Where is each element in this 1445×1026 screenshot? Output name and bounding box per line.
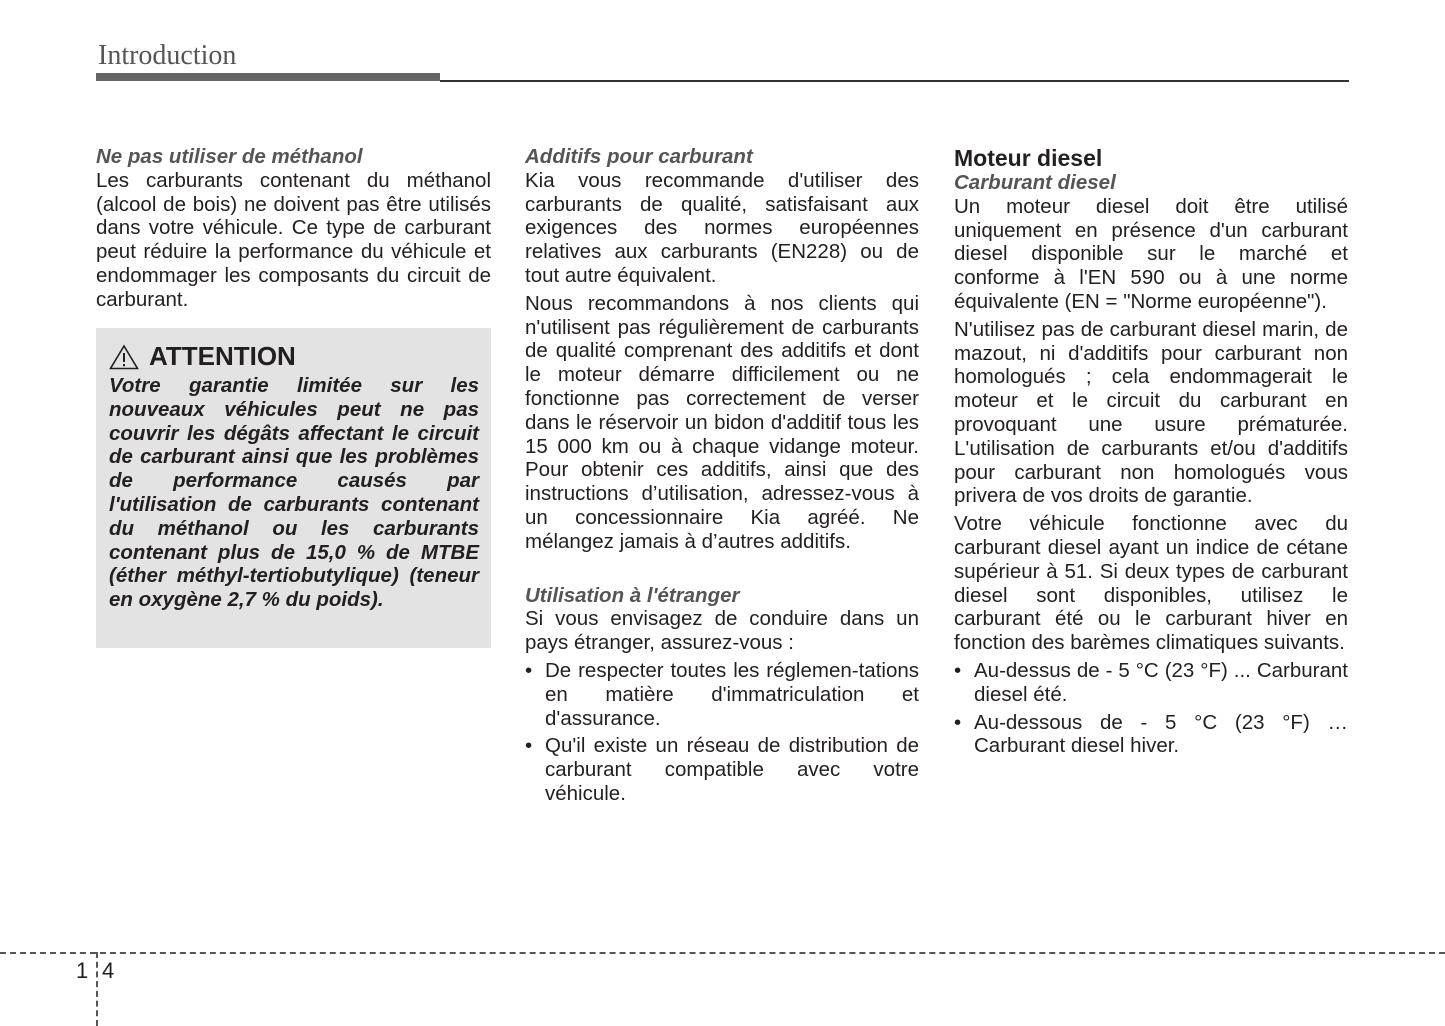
warning-text: Votre garantie limitée sur les nouveaux véhicules peut ne pas couvrir les dégâts affectant le circuit de carburant ainsi que les problèmes de performance causés par l'utilisation de carburants contenant du méthanol ou les carburants contenant plus de 15,0 % de MTBE (éther méthyl-tertiobutylique) (teneur en oxygène 2,7 % du poids). [109, 374, 479, 612]
list-item-text: De respecter toutes les réglemen-tations en matière d'immatriculation et d'assurance. [545, 658, 919, 730]
diesel-fuel-heading: Carburant diesel [954, 171, 1116, 194]
column-middle [525, 145, 919, 810]
page-header-title: Introduction [98, 40, 237, 71]
list-item-text: Au-dessus de - 5 °C (23 °F) ... Carburant diesel été. [974, 658, 1348, 706]
abroad-bullet-list [525, 659, 919, 806]
page-number: 4 [102, 958, 115, 983]
list-item [954, 711, 1348, 759]
column-left [96, 145, 491, 312]
warning-box [96, 328, 491, 648]
diesel-engine-title: Moteur diesel [954, 145, 1103, 171]
header-rule-thick [96, 73, 440, 81]
page-number-separator [96, 952, 98, 1026]
list-item [525, 659, 919, 730]
list-item [525, 734, 919, 805]
bullet-dot: • [954, 710, 962, 734]
bullet-dot: • [954, 658, 962, 682]
footer-dashed-rule [0, 952, 1445, 954]
additives-paragraph-1: Kia vous recommande d'utiliser des carburants de qualité, satisfaisant aux exigences des normes européennes relatives aux carburants (EN228) ou de tout autre équivalent. [525, 168, 919, 287]
methanol-paragraph: Les carburants contenant du méthanol (alcool de bois) ne doivent pas être utilisés dans votre véhicule. Ce type de carburant peut réduire la performance du véhicule et endommager les composants du circuit de carburant. [96, 168, 491, 311]
diesel-bullet-list [954, 659, 1348, 758]
diesel-paragraph-1: Un moteur diesel doit être utilisé uniquement en présence d'un carburant diesel disponible sur le marché et conforme à l'EN 590 ou à une norme équivalente (EN = "Norme européenne"). [954, 194, 1348, 313]
additives-heading: Additifs pour carburant [525, 145, 753, 168]
methanol-heading: Ne pas utiliser de méthanol [96, 145, 363, 168]
warning-header [109, 340, 479, 373]
additives-paragraph-2: Nous recommandons à nos clients qui n'utilisent pas régulièrement de carburants de qualité comprenant des additifs et dont le moteur démarre difficilement ou ne fonctionne pas correctement de verser dans le réservoir un bidon d'additif tous les 15 000 km ou à chaque vidange moteur. Pour obtenir ces additifs, ainsi que des instructions d’utilisation, adressez-vous à un concessionnaire Kia agréé. Ne mélangez jamais à d’autres additifs. [525, 291, 919, 553]
column-right [954, 145, 1348, 762]
list-item-text: Au-dessous de - 5 °C (23 °F) … Carburant diesel hiver. [974, 710, 1348, 758]
warning-title: ATTENTION [149, 341, 296, 371]
list-item-text: Qu'il existe un réseau de distribution de carburant compatible avec votre véhicule. [545, 734, 919, 805]
diesel-paragraph-2: N'utilisez pas de carburant diesel marin, de mazout, ni d'additifs pour carburant non homologués ; cela endommagerait le moteur et le circuit du carburant en provoquant une usure prématurée. L'utilisation de carburants et/ou d'additifs pour carburant non homologués vous privera de vos droits de garantie. [954, 317, 1348, 508]
diesel-paragraph-3: Votre véhicule fonctionne avec du carburant diesel ayant un indice de cétane supérieur à 51. Si deux types de carburant diesel sont disponibles, utilisez le carburant été ou le carburant hiver en fonction des barèmes climatiques suivants. [954, 512, 1348, 655]
list-item [954, 659, 1348, 707]
chapter-number: 1 [76, 958, 89, 983]
header-rule-thin [440, 80, 1349, 82]
warning-triangle-icon [109, 344, 139, 370]
bullet-dot: • [525, 734, 533, 758]
abroad-heading: Utilisation à l'étranger [525, 583, 740, 607]
bullet-dot: • [525, 658, 533, 682]
abroad-paragraph: Si vous envisagez de conduire dans un pays étranger, assurez-vous : [525, 607, 919, 655]
